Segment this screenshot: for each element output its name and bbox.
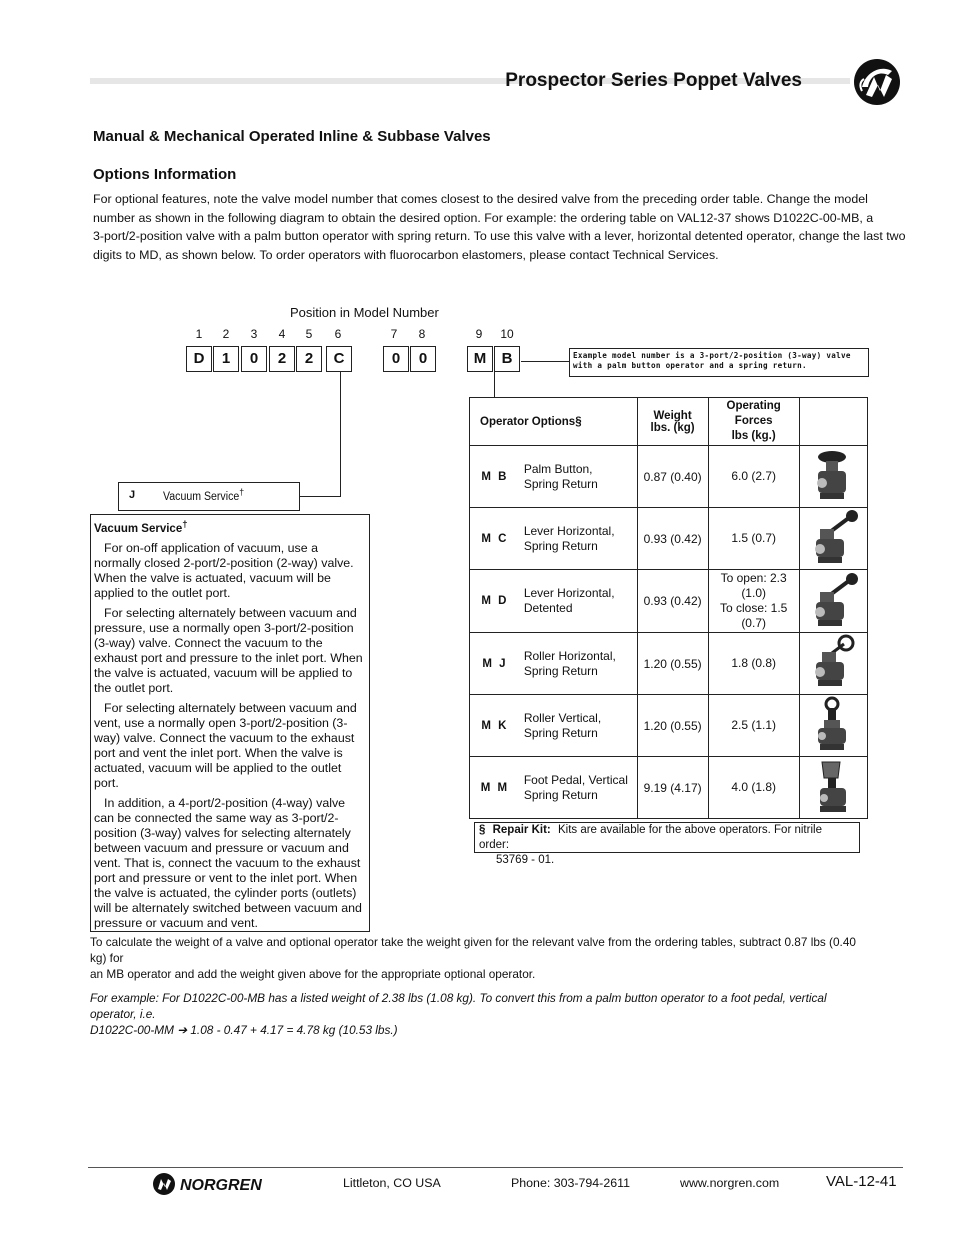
- header-forces-line: lbs (kg.): [731, 430, 776, 442]
- operator-desc-line: Detented: [523, 601, 573, 615]
- section-mark: §: [479, 824, 486, 836]
- section-subtitle: Manual & Mechanical Operated Inline & Subbase Valves: [93, 128, 491, 145]
- operator-code: M B: [470, 446, 520, 508]
- operator-description: [520, 570, 637, 633]
- operator-desc-line: Lever Horizontal,: [523, 523, 615, 538]
- operator-desc-line: Spring Return: [523, 538, 598, 553]
- operator-image-cell: [799, 446, 867, 508]
- calc-line: an MB operator and add the weight given above for the appropriate optional operator.: [90, 967, 536, 981]
- vacuum-paragraph: For on-off application of vacuum, use a normally closed 2-port/2-position (2-way) valve. When the valve is actuated, vacuum will be applied to the outlet port.: [94, 540, 354, 600]
- model-digit: B: [494, 346, 520, 372]
- intro-line: For optional features, note the valve model number that comes closest to the desired valve from the preceding order table. Change the model: [93, 192, 868, 206]
- norgren-logo: [152, 1172, 286, 1196]
- position-number: 10: [500, 327, 514, 341]
- model-digit: 2: [269, 346, 295, 372]
- operator-image-cell: [799, 757, 867, 819]
- intro-line: 3-port/2-position valve with a palm button operator with spring return. To use this valve with a lever, horizontal detented operator, change the last two: [93, 229, 906, 244]
- model-digit: 0: [241, 346, 267, 372]
- position-number: 3: [250, 327, 258, 341]
- page-title: Prospector Series Poppet Valves: [505, 70, 802, 91]
- palm-button-operator-icon: [806, 447, 860, 503]
- operator-image-cell: [799, 570, 867, 633]
- operator-description: [520, 508, 637, 570]
- position-number: 1: [195, 327, 203, 341]
- roller-vertical-operator-icon: [806, 696, 860, 752]
- operator-code: M J: [470, 633, 520, 695]
- calc-example-line: For example: For D1022C-00-MB has a listed weight of 2.38 lbs (1.08 kg). To convert this from a palm button operator to a foot pedal, vertical operator, i.e.: [90, 991, 827, 1021]
- connector-line: [300, 496, 341, 497]
- dagger-mark: †: [239, 487, 245, 498]
- operator-description: [520, 757, 637, 819]
- operator-force-line: 6.0 (2.7): [731, 469, 777, 483]
- operator-force: [708, 446, 799, 508]
- operator-desc-line: Roller Vertical,: [523, 710, 602, 725]
- operator-force: [708, 570, 799, 633]
- table-row: [470, 446, 868, 508]
- operator-code: M M: [470, 757, 520, 819]
- model-digit: C: [326, 346, 352, 372]
- operator-force-line: 2.5 (1.1): [731, 718, 777, 732]
- operator-weight: 9.19 (4.17): [637, 757, 708, 819]
- vacuum-note-title-text: Vacuum Service: [94, 522, 183, 535]
- calc-line: To calculate the weight of a valve and optional operator take the weight given for the relevant valve from the ordering tables, subtract 0.87 lbs (0.40 kg) for: [90, 935, 856, 965]
- repair-kit-note: [474, 822, 860, 866]
- operator-desc-line: Lever Horizontal,: [523, 586, 615, 600]
- operator-image-cell: [799, 633, 867, 695]
- vacuum-paragraph: For selecting alternately between vacuum and pressure, use a normally open 3-port/2-position (3-way) valve. Connect the vacuum to the exhaust port and pressure to the inlet port. When the valve is actuated, vacuum will be applied to the outlet port.: [94, 605, 363, 695]
- table-row: [470, 695, 868, 757]
- operator-weight: 0.87 (0.40): [637, 446, 708, 508]
- operator-force: [708, 633, 799, 695]
- operator-force-line: To close: 1.5 (0.7): [719, 601, 788, 630]
- globe-logo-icon: [852, 57, 902, 107]
- position-number: 9: [475, 327, 483, 341]
- table-row: [470, 757, 868, 819]
- vacuum-note-title: [94, 517, 367, 537]
- logo-text: NORGREN: [180, 1177, 262, 1194]
- vacuum-option-box: [118, 482, 300, 511]
- model-digit: 0: [383, 346, 409, 372]
- repair-kit-label: Repair Kit:: [492, 824, 551, 836]
- operator-force: [708, 508, 799, 570]
- option-code: J: [129, 489, 136, 501]
- operator-desc-line: Spring Return: [523, 787, 598, 802]
- page-number: VAL-12-41: [826, 1173, 897, 1190]
- position-number: 6: [334, 327, 342, 341]
- lever-detented-operator-icon: [806, 572, 860, 628]
- header-weight-line: Weight: [653, 409, 692, 422]
- header-forces-line: Operating Forces: [726, 400, 781, 427]
- table-row: [470, 508, 868, 570]
- example-note-line: with a palm button operator and a spring return.: [573, 361, 807, 370]
- header-weight-line: lbs. (kg): [650, 421, 695, 434]
- operator-force-line: 1.8 (0.8): [731, 656, 777, 670]
- operator-desc-line: Spring Return: [523, 725, 598, 740]
- section-heading: Options Information: [93, 166, 237, 183]
- operator-force-line: To open: 2.3 (1.0): [720, 571, 787, 600]
- intro-line: digits to MD, as shown below. To order operators with fluorocarbon elastomers, please contact Technical Services.: [93, 248, 719, 263]
- position-number: 2: [222, 327, 230, 341]
- operator-options-table: [469, 397, 868, 819]
- operator-description: [520, 446, 637, 508]
- operator-force: [708, 695, 799, 757]
- option-label-text: Vacuum Service: [163, 490, 240, 503]
- position-number: 5: [305, 327, 313, 341]
- calc-example: [90, 990, 870, 1038]
- operator-desc-line: Roller Horizontal,: [523, 648, 616, 663]
- operator-code: M D: [470, 570, 520, 633]
- model-digit: M: [467, 346, 493, 372]
- footer-phone: Phone: 303-794-2611: [511, 1176, 630, 1190]
- operator-image-cell: [799, 695, 867, 757]
- calc-paragraph: [90, 934, 870, 982]
- connector-line: [521, 361, 569, 362]
- foot-pedal-operator-icon: [806, 758, 860, 814]
- position-number: 7: [390, 327, 398, 341]
- dagger-mark: †: [182, 519, 188, 530]
- operator-force-line: 4.0 (1.8): [731, 780, 777, 794]
- header-forces: [708, 398, 799, 446]
- operator-desc-line: Spring Return: [523, 476, 598, 491]
- operator-code: M C: [470, 508, 520, 570]
- repair-kit-part: 53769 - 01.: [496, 854, 555, 866]
- table-row: [470, 570, 868, 633]
- example-note: [569, 348, 869, 377]
- option-label: [163, 487, 244, 503]
- operator-desc-line: Foot Pedal, Vertical: [523, 772, 628, 787]
- operator-weight: 1.20 (0.55): [637, 633, 708, 695]
- table-header-row: [470, 398, 868, 446]
- model-digit: D: [186, 346, 212, 372]
- vacuum-paragraph: For selecting alternately between vacuum and vent, use a normally open 3-port/2-position (3-way) valve. Connect the vacuum to the exhaust port and vent the inlet port. When the valve is actuated, vacuum will be applied to the outlet port.: [94, 700, 357, 790]
- intro-line: number as shown in the following diagram to obtain the desired option. For example: the ordering table on VAL12-37 shows D1022C-00-MB, a: [93, 210, 874, 225]
- position-number: 4: [278, 327, 286, 341]
- footer-rule: [88, 1167, 903, 1168]
- operator-image-cell: [799, 508, 867, 570]
- example-note-line: Example model number is a 3-port/2-position (3-way) valve: [573, 351, 851, 360]
- vacuum-service-note: [90, 514, 370, 932]
- operator-desc-line: Palm Button,: [523, 461, 593, 476]
- operator-desc-line: Spring Return: [523, 663, 598, 678]
- lever-horizontal-operator-icon: [806, 509, 860, 565]
- header-weight: [637, 398, 708, 446]
- position-number: 8: [418, 327, 426, 341]
- operator-description: [520, 695, 637, 757]
- connector-line: [494, 372, 495, 398]
- footer-website: www.norgren.com: [680, 1176, 780, 1190]
- operator-code: M K: [470, 695, 520, 757]
- header-image: [799, 398, 867, 446]
- roller-horizontal-operator-icon: [806, 634, 860, 690]
- table-row: [470, 633, 868, 695]
- operator-force-line: 1.5 (0.7): [731, 531, 777, 545]
- repair-kit-text: Kits are available for the above operators. For nitrile order:: [479, 824, 822, 851]
- position-label: Position in Model Number: [290, 305, 439, 320]
- operator-weight: 1.20 (0.55): [637, 695, 708, 757]
- operator-description: [520, 633, 637, 695]
- operator-weight: 0.93 (0.42): [637, 570, 708, 633]
- connector-line: [340, 372, 341, 496]
- weight-calc-note: [90, 934, 870, 1046]
- model-digit: 1: [213, 346, 239, 372]
- header-operator-options: Operator Options§: [470, 398, 638, 446]
- intro-paragraph: [93, 190, 919, 265]
- model-digit: 0: [410, 346, 436, 372]
- operator-force: [708, 757, 799, 819]
- model-digit: 2: [296, 346, 322, 372]
- footer-location: Littleton, CO USA: [343, 1176, 441, 1190]
- operator-weight: 0.93 (0.42): [637, 508, 708, 570]
- vacuum-paragraph: In addition, a 4-port/2-position (4-way) valve can be connected the same way as 3-port/2-position (3-way) valves for selecting alternately between vacuum and pressure or vacuum and vent. That is, connect the vacuum to the exhaust port and pressure or vent to the inlet port. When the valve is actuated, the cylinder ports (outlets) will be alternately switched between vacuum and pressure or vacuum and vent.: [94, 795, 362, 930]
- calc-example-line: D1022C-00-MM ➔ 1.08 - 0.47 + 4.17 = 4.78 kg (10.53 lbs.): [90, 1023, 398, 1037]
